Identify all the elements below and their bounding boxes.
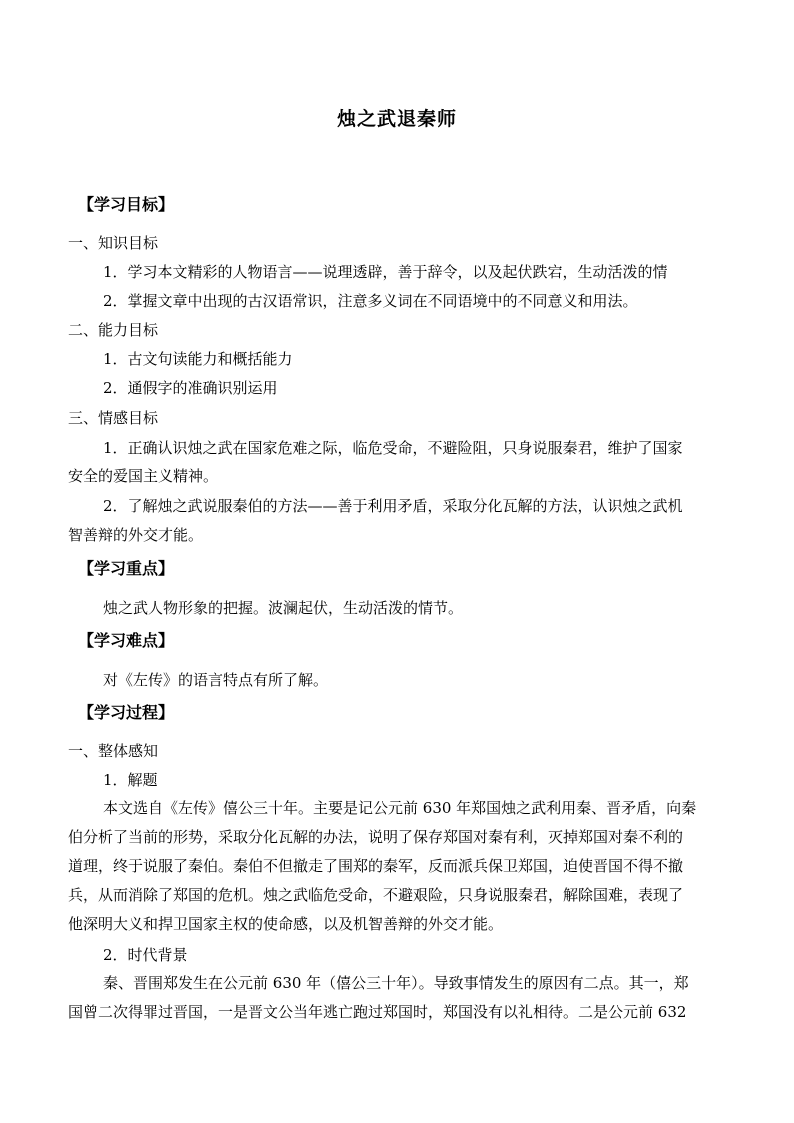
process-item-1-paragraph-line-1: 本文选自《左传》僖公三十年。主要是记公元前 630 年郑国烛之武利用秦、晋矛盾，向秦 (103, 799, 697, 817)
process-item-1-paragraph-line-2: 伯分析了当前的形势，采取分化瓦解的办法，说明了保存郑国对秦有利，灭掉郑国对秦不利的 (68, 828, 684, 846)
process-item-1-heading: 1．解题 (103, 771, 158, 789)
process-item-1-paragraph-line-4: 兵，从而消除了郑国的危机。烛之武临危受命，不避艰险，只身说服秦君，解除国难，表现了 (68, 886, 684, 904)
process-overall-heading: 一、整体感知 (68, 742, 159, 760)
section-heading-key-points: 【学习重点】 (78, 559, 175, 578)
goal-ability-item-1: 1．古文句读能力和概括能力 (103, 350, 293, 368)
goal-ability-heading: 二、能力目标 (68, 321, 159, 339)
page-title: 烛之武退秦师 (336, 108, 457, 130)
goal-knowledge-item-1: 1．学习本文精彩的人物语言——说理透辟，善于辞令，以及起伏跌宕，生动活泼的情 (103, 263, 668, 281)
section-heading-goals: 【学习目标】 (78, 195, 175, 214)
key-points-text: 烛之武人物形象的把握。波澜起伏，生动活泼的情节。 (103, 599, 464, 617)
goal-knowledge-heading: 一、知识目标 (68, 234, 159, 252)
process-item-2-paragraph-line-2: 国曾二次得罪过晋国，一是晋文公当年逃亡跑过郑国时，郑国没有以礼相待。二是公元前 632 (68, 1003, 687, 1021)
process-item-1-paragraph-line-5: 他深明大义和捍卫国家主权的使命感，以及机智善辩的外交才能。 (68, 915, 504, 933)
goal-emotion-item-2-line-2: 智善辩的外交才能。 (68, 526, 204, 544)
goal-knowledge-item-2: 2．掌握文章中出现的古汉语常识，注意多义词在不同语境中的不同意义和用法。 (103, 292, 638, 310)
goal-ability-item-2: 2．通假字的准确识别运用 (103, 379, 278, 397)
difficulties-text: 对《左传》的语言特点有所了解。 (103, 671, 329, 689)
goal-emotion-item-1-line-1: 1．正确认识烛之武在国家危难之际，临危受命，不避险阻，只身说服秦君，维护了国家 (103, 439, 683, 457)
process-item-2-heading: 2．时代背景 (103, 946, 188, 964)
section-heading-difficulties: 【学习难点】 (78, 631, 175, 650)
process-item-2-paragraph-line-1: 秦、晋围郑发生在公元前 630 年（僖公三十年）。导致事情发生的原因有二点。其一，郑 (103, 974, 689, 992)
goal-emotion-heading: 三、情感目标 (68, 409, 159, 427)
process-item-1-paragraph-line-3: 道理，终于说服了秦伯。秦伯不但撤走了围郑的秦军，反而派兵保卫郑国，迫使晋国不得不撤 (68, 857, 684, 875)
goal-emotion-item-1-line-2: 安全的爱国主义精神。 (68, 467, 219, 485)
goal-emotion-item-2-line-1: 2．了解烛之武说服秦伯的方法——善于利用矛盾，采取分化瓦解的方法，认识烛之武机 (103, 497, 683, 515)
section-heading-process: 【学习过程】 (78, 703, 175, 722)
